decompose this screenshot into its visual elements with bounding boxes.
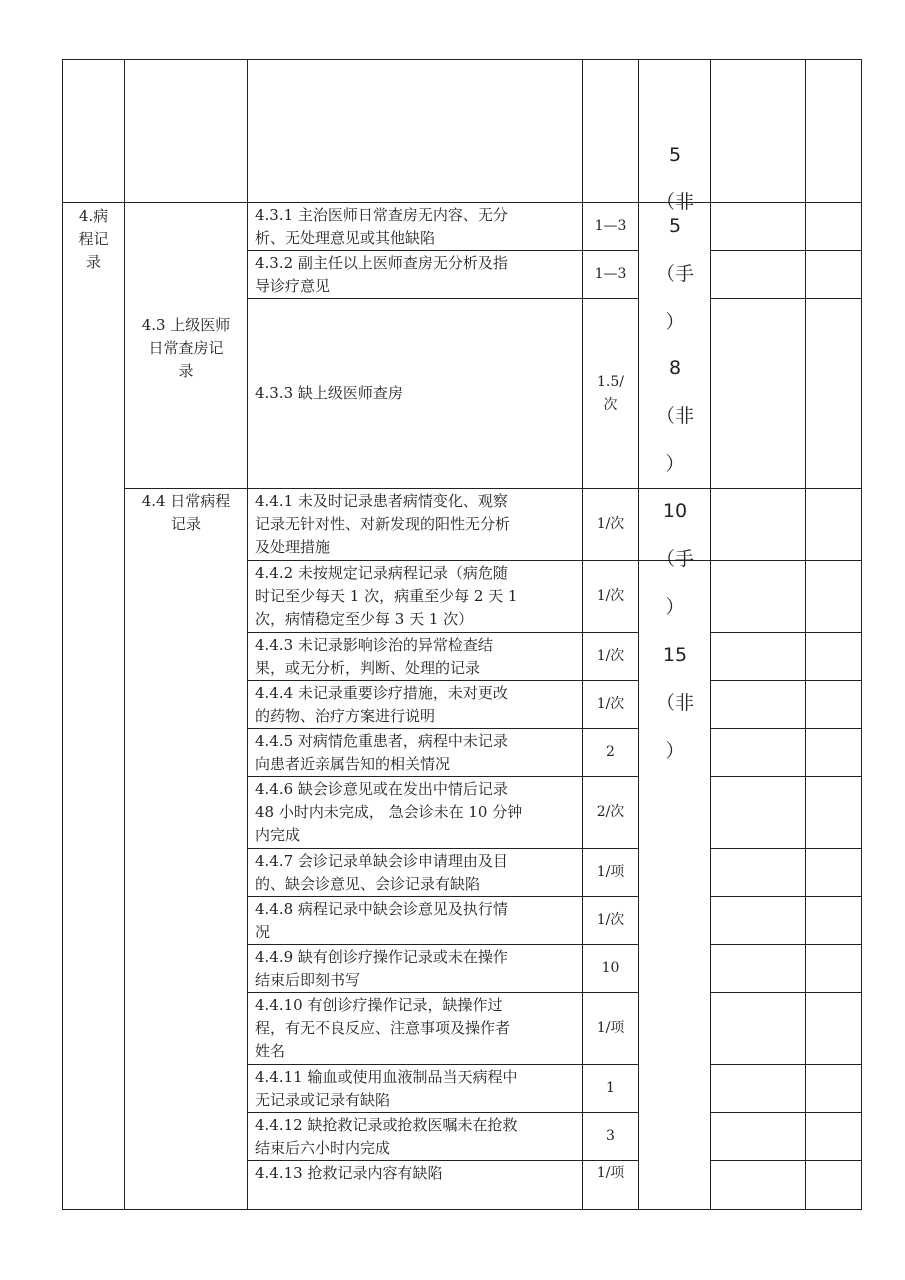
limit-text: 5 xyxy=(668,215,682,237)
item-text: 4.3.2 副主任以上医师查房无分析及指 导诊疗意见 xyxy=(255,254,508,295)
item-text: 4.3.3 缺上级医师查房 xyxy=(255,384,403,402)
item-score: 1—3 xyxy=(594,266,627,282)
item-score: 1/项 xyxy=(596,864,625,880)
item-text: 4.4.6 缺会诊意见或在发出中情后记录 48 小时内未完成， 急会诊未在 10 分钟 内完成 xyxy=(255,780,523,844)
limit-text: （非 xyxy=(655,692,694,714)
limit-text: 15 xyxy=(662,644,688,666)
item-text: 4.4.9 缺有创诊疗操作记录或未在操作 结束后即刻书写 xyxy=(255,948,508,989)
limit-text: 10 xyxy=(662,500,688,522)
item-text: 4.4.8 病程记录中缺会诊意见及执行情 况 xyxy=(255,900,508,941)
item-score: 1/次 xyxy=(596,648,625,664)
item-text: 4.4.11 输血或使用血液制品当天病程中 无记录或记录有缺陷 xyxy=(255,1068,518,1109)
item-score: 1 xyxy=(606,1080,615,1096)
category-label: 4.病 程记 录 xyxy=(78,207,109,271)
item-text: 4.4.3 未记录影响诊治的异常检查结 果，或无分析，判断、处理的记录 xyxy=(255,636,493,677)
item-score: 1/次 xyxy=(596,912,625,928)
limit-text: （手 xyxy=(655,548,694,570)
item-text: 4.4.2 未按规定记录病程记录（病危随 时记至少每天 1 次，病重至少每 2 天 1 次，病情稳定至少每 3 天 1 次） xyxy=(255,564,518,628)
item-text: 4.4.7 会诊记录单缺会诊申请理由及目 的、缺会诊意见、会诊记录有缺陷 xyxy=(255,852,508,893)
item-text: 4.4.1 未及时记录患者病情变化、观察 记录无针对性、对新发现的阳性无分析 及处理措施 xyxy=(255,492,511,556)
subsection-label: 4.3 上级医师 日常查房记 录 xyxy=(141,316,231,380)
item-score: 1/次 xyxy=(596,696,625,712)
item-text: 4.4.4 未记录重要诊疗措施，未对更改 的药物、治疗方案进行说明 xyxy=(255,684,508,725)
limit-text: 8 xyxy=(668,357,682,379)
item-score: 1/项 xyxy=(596,1020,625,1036)
limit-text: （非 xyxy=(655,191,694,213)
limit-text: 5 xyxy=(668,144,682,166)
limit-text: （非 xyxy=(655,405,694,427)
item-text: 4.4.5 对病情危重患者，病程中未记录 向患者近亲属告知的相关情况 xyxy=(255,732,508,773)
subsection-label: 4.4 日常病程 记录 xyxy=(141,492,231,533)
item-score: 1.5/ 次 xyxy=(597,374,624,413)
limit-text: ） xyxy=(665,596,685,618)
item-text: 4.4.13 抢救记录内容有缺陷 xyxy=(255,1164,443,1182)
item-score: 1/项 xyxy=(596,1165,625,1181)
item-text: 4.4.12 缺抢救记录或抢救医嘱未在抢救 结束后六小时内完成 xyxy=(255,1116,518,1157)
item-score: 2/次 xyxy=(596,804,625,820)
item-score: 10 xyxy=(601,960,620,976)
item-text: 4.3.1 主治医师日常查房无内容、无分 析、无处理意见或其他缺陷 xyxy=(255,206,508,247)
limit-text: （手 xyxy=(655,263,694,285)
item-score: 1/次 xyxy=(596,588,625,604)
limit-text: ） xyxy=(665,453,685,475)
item-text: 4.4.10 有创诊疗操作记录，缺操作过 程，有无不良反应、注意事项及操作者 姓名 xyxy=(255,996,511,1060)
item-score: 1/次 xyxy=(596,516,625,532)
item-score: 3 xyxy=(606,1128,615,1144)
limit-text: ） xyxy=(665,740,685,762)
item-score: 2 xyxy=(606,744,615,760)
limit-text: ） xyxy=(665,311,685,333)
item-score: 1—3 xyxy=(594,218,627,234)
